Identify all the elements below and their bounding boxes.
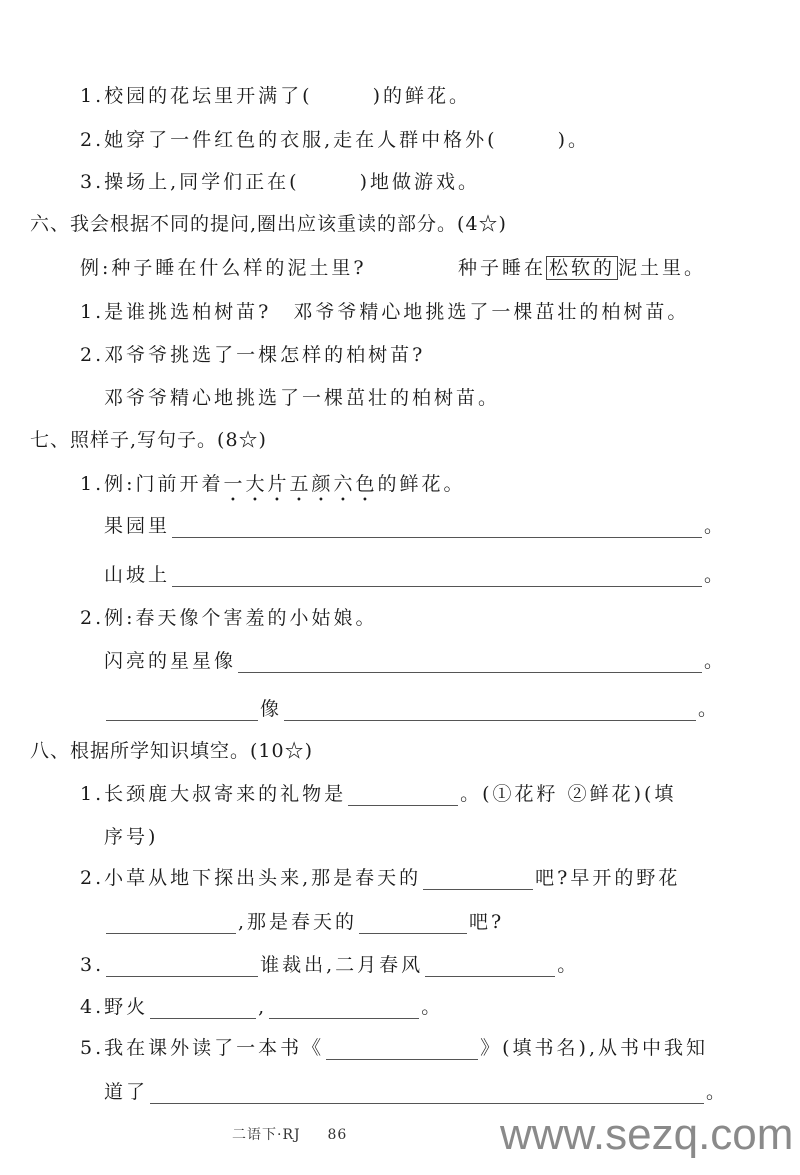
- s8-q1: 1.长颈鹿大叔寄来的礼物是 。(①花籽 ②鲜花)(填: [80, 783, 677, 805]
- answer-line[interactable]: [172, 566, 702, 587]
- answer-line[interactable]: [284, 700, 696, 721]
- answer-line[interactable]: [106, 700, 258, 721]
- s6-example-question: 例:种子睡在什么样的泥土里?: [80, 257, 367, 279]
- s7-item2-example: 2.例:春天像个害羞的小姑娘。: [80, 607, 378, 629]
- answer-line[interactable]: [269, 998, 419, 1019]
- s7-prompt-hillside: 山坡上 。: [104, 564, 727, 586]
- s8-q5: 5.我在课外读了一本书《 》(填书名),从书中我知: [80, 1037, 709, 1059]
- page-footer: [232, 1124, 347, 1144]
- s5-item-2: 2.她穿了一件红色的衣服,走在人群中格外( )。: [80, 129, 591, 151]
- s5-item-1: 1.校园的花坛里开满了( )的鲜花。: [80, 85, 471, 107]
- answer-line[interactable]: [425, 956, 555, 977]
- answer-line[interactable]: [359, 913, 467, 934]
- s6-a2[interactable]: 邓爷爷精心地挑选了一棵茁壮的柏树苗。: [104, 387, 501, 409]
- answer-line[interactable]: [348, 785, 458, 806]
- answer-line[interactable]: [150, 998, 256, 1019]
- s5-item-3: 3.操场上,同学们正在( )地做游戏。: [80, 171, 481, 193]
- answer-line[interactable]: [238, 652, 702, 673]
- s8-q5-line2: 道了 。: [104, 1081, 729, 1103]
- s6-q2: 2.邓爷爷挑选了一棵怎样的柏树苗?: [80, 344, 426, 366]
- book-title-line[interactable]: [326, 1039, 478, 1060]
- watermark: www.sezq.com: [500, 1110, 794, 1159]
- section7-heading: 七、照样子,写句子。(8☆): [30, 429, 267, 451]
- s6-q1: 1.是谁挑选柏树苗?: [80, 301, 272, 323]
- s8-q2-line2: ,那是春天的 吧?: [104, 910, 504, 934]
- s7-item1-example: 1.例:门前开着一大片五颜六色的鲜花。: [80, 473, 466, 495]
- dot-emphasis: 一大片五颜六色: [223, 473, 378, 495]
- s6-a1[interactable]: 邓爷爷精心地挑选了一棵茁壮的柏树苗。: [293, 301, 690, 323]
- section8-heading: 八、根据所学知识填空。(10☆): [30, 740, 314, 762]
- s8-q1-cont: 序号): [104, 826, 159, 848]
- boxed-emphasis: 松软的: [546, 256, 618, 280]
- answer-line[interactable]: [172, 517, 702, 538]
- answer-line[interactable]: [150, 1083, 704, 1104]
- s6-example-answer: 种子睡在 松软的 泥土里。: [458, 257, 707, 279]
- s8-q3: 3. 谁裁出,二月春风 。: [80, 954, 580, 976]
- s8-q2: 2.小草从地下探出头来,那是春天的 吧?早开的野花: [80, 867, 681, 889]
- answer-line[interactable]: [106, 913, 236, 934]
- section6-heading: 六、我会根据不同的提问,圈出应该重读的部分。(4☆): [30, 213, 507, 235]
- answer-line[interactable]: [423, 869, 533, 890]
- book-label: 二语下·RJ: [232, 1127, 301, 1143]
- s7-prompt-stars: 闪亮的星星像 。: [104, 650, 727, 672]
- s8-q4: 4.野火 , 。: [80, 996, 444, 1018]
- s7-prompt-orchard: 果园里 。: [104, 515, 727, 537]
- s6-item-1: [80, 300, 689, 324]
- page-number: 86: [327, 1127, 348, 1143]
- answer-line[interactable]: [106, 956, 258, 977]
- s7-prompt-free: 像 。: [104, 697, 720, 721]
